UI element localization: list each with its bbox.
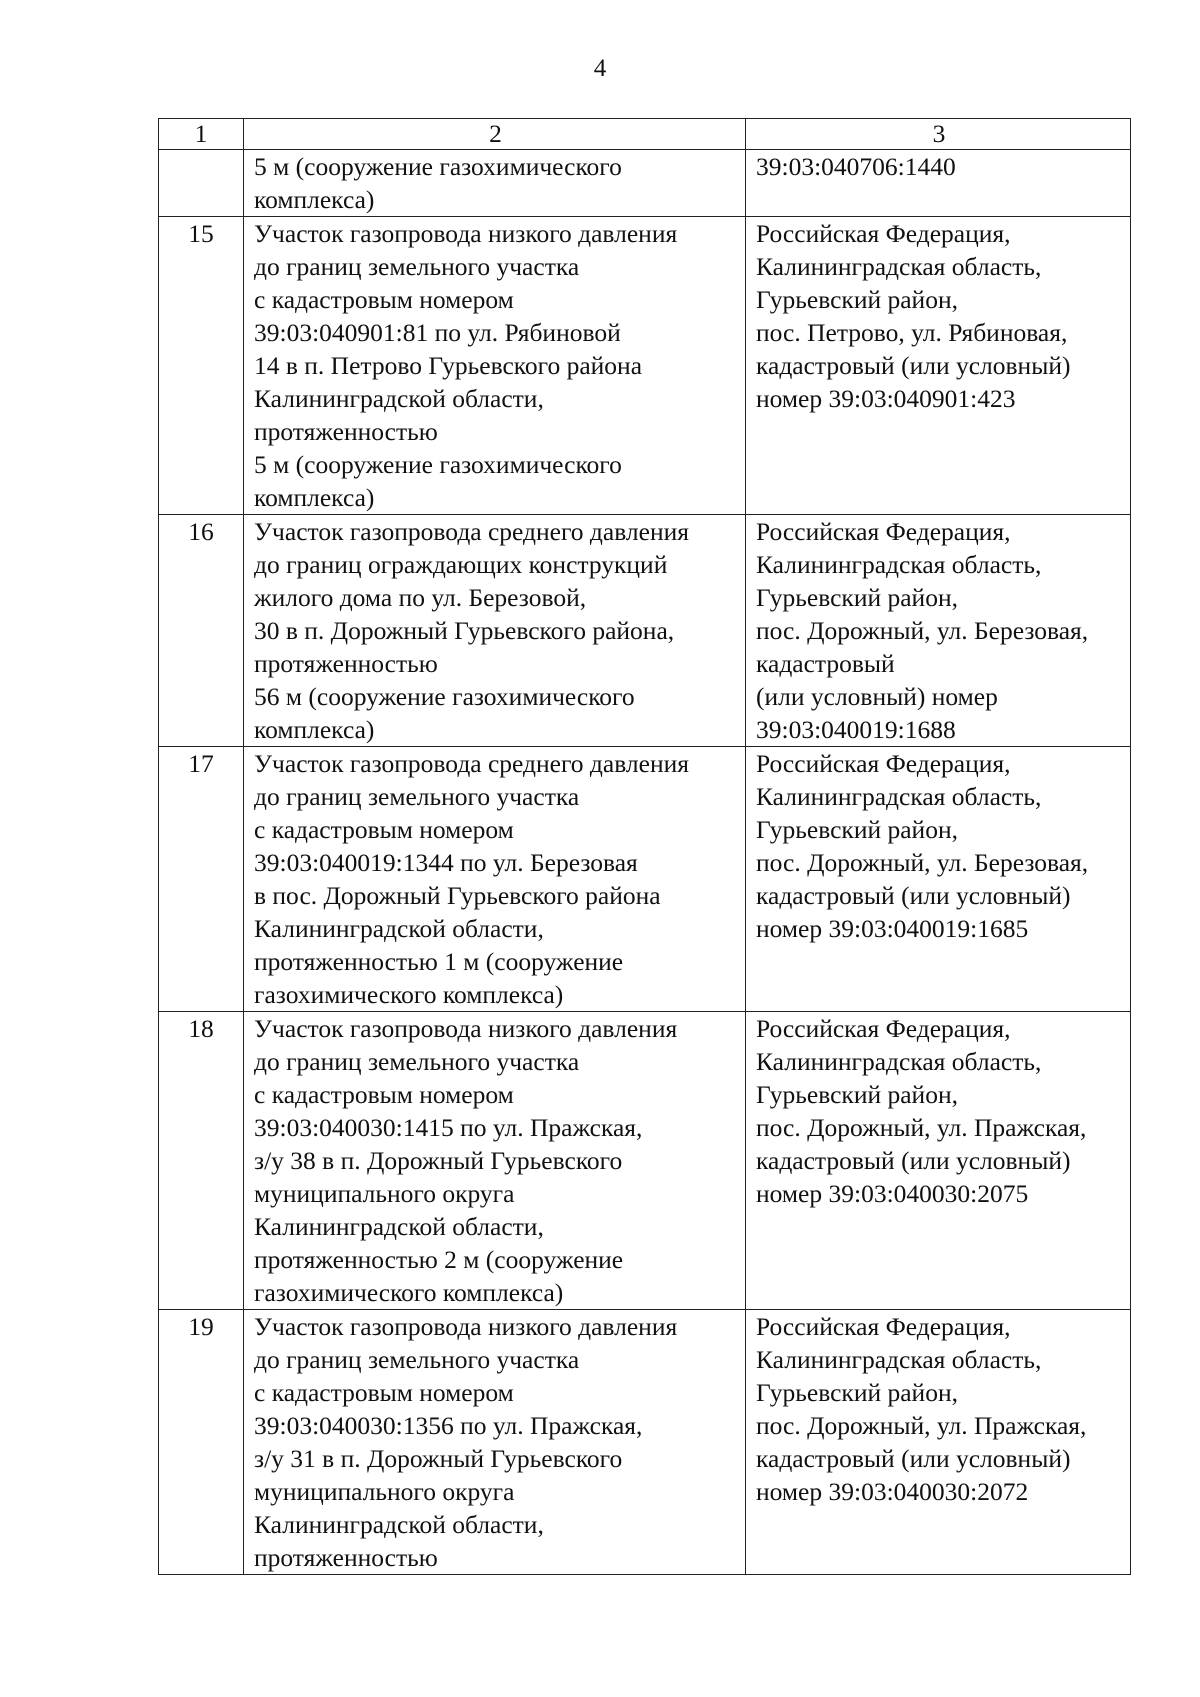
document-table (158, 118, 1131, 1575)
row-address: Российская Федерация, Калининградская область, Гурьевский район, пос. Дорожный, ул. Березовая, кадастровый (или условный) номер 39:03:040019:1688 (746, 515, 1131, 747)
header-col-3: 3 (746, 119, 1131, 150)
table-row (159, 217, 1131, 515)
row-description: Участок газопровода низкого давления до границ земельного участка с кадастровым номером 39:03:040901:81 по ул. Рябиновой 14 в п. Петрово Гурьевского района Калининградской области, протяженностью 5 м (сооружение газохимического комплекса) (244, 217, 746, 515)
row-address: Российская Федерация, Калининградская область, Гурьевский район, пос. Дорожный, ул. Березовая, кадастровый (или условный) номер 39:03:040019:1685 (746, 747, 1131, 1012)
table-row (159, 515, 1131, 747)
row-number (159, 150, 244, 217)
row-address: Российская Федерация, Калининградская область, Гурьевский район, пос. Дорожный, ул. Пражская, кадастровый (или условный) номер 39:03:040030:2072 (746, 1310, 1131, 1575)
row-address: 39:03:040706:1440 (746, 150, 1131, 217)
header-col-1: 1 (159, 119, 244, 150)
row-description: Участок газопровода низкого давления до границ земельного участка с кадастровым номером 39:03:040030:1356 по ул. Пражская, з/у 31 в п. Дорожный Гурьевского муниципального округа Калининградской области, протяженностью (244, 1310, 746, 1575)
table-header-row (159, 119, 1131, 150)
page-number: 4 (593, 55, 607, 82)
row-number: 18 (159, 1012, 244, 1310)
row-description: 5 м (сооружение газохимического комплекса) (244, 150, 746, 217)
header-col-2: 2 (244, 119, 746, 150)
table-row (159, 747, 1131, 1012)
row-address: Российская Федерация, Калининградская область, Гурьевский район, пос. Дорожный, ул. Пражская, кадастровый (или условный) номер 39:03:040030:2075 (746, 1012, 1131, 1310)
table-row (159, 1310, 1131, 1575)
row-description: Участок газопровода низкого давления до границ земельного участка с кадастровым номером 39:03:040030:1415 по ул. Пражская, з/у 38 в п. Дорожный Гурьевского муниципального округа Калининградской области, протяженностью 2 м (сооружение газохимического комплекса) (244, 1012, 746, 1310)
row-number: 15 (159, 217, 244, 515)
row-number: 17 (159, 747, 244, 1012)
table-row (159, 1012, 1131, 1310)
row-number: 19 (159, 1310, 244, 1575)
row-address: Российская Федерация, Калининградская область, Гурьевский район, пос. Петрово, ул. Рябиновая, кадастровый (или условный) номер 39:03:040901:423 (746, 217, 1131, 515)
row-description: Участок газопровода среднего давления до границ земельного участка с кадастровым номером 39:03:040019:1344 по ул. Березовая в пос. Дорожный Гурьевского района Калининградской области, протяженностью 1 м (сооружение газохимического комплекса) (244, 747, 746, 1012)
table-row (159, 150, 1131, 217)
row-description: Участок газопровода среднего давления до границ ограждающих конструкций жилого дома по ул. Березовой, 30 в п. Дорожный Гурьевского района, протяженностью 56 м (сооружение газохимического комплекса) (244, 515, 746, 747)
row-number: 16 (159, 515, 244, 747)
